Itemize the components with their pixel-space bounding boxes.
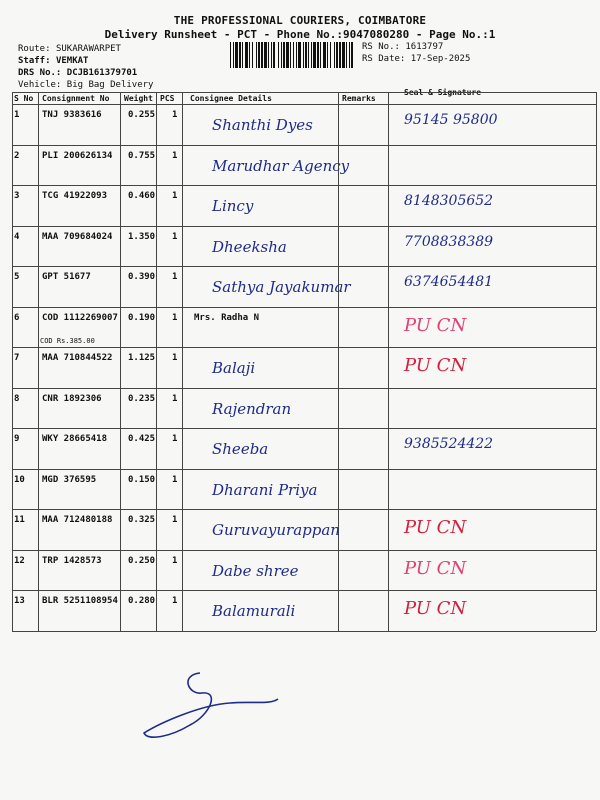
consignment-cell: MAA 710844522 <box>42 353 113 363</box>
weight-cell: 0.755 <box>128 150 156 161</box>
table-row <box>12 226 596 267</box>
table-row <box>12 266 596 307</box>
cod-amount-note: COD Rs.385.00 <box>40 337 95 345</box>
weight-cell: 0.280 <box>128 596 156 606</box>
document-title: THE PROFESSIONAL COURIERS, COIMBATORE <box>173 14 427 27</box>
sno-cell: 7 <box>14 353 20 363</box>
seal-signature: 9385524422 <box>404 436 494 452</box>
rs-date-value: 17-Sep-2025 <box>410 54 471 64</box>
sno-cell: 13 <box>14 596 25 606</box>
col-header-pcs: PCS <box>160 94 175 103</box>
pcs-cell: 1 <box>172 272 178 282</box>
seal-signature: 95145 95800 <box>404 112 498 128</box>
consignment-cell: BLR 5251108954 <box>42 596 118 606</box>
table-row <box>12 307 596 348</box>
col-header-weight: Weight <box>124 94 153 103</box>
sno-cell: 9 <box>14 434 20 444</box>
pcs-cell: 1 <box>172 474 178 485</box>
seal-signature: 7708838389 <box>404 233 494 250</box>
table-row <box>12 590 596 631</box>
weight-cell: 0.255 <box>128 110 156 120</box>
weight-cell: 1.350 <box>128 231 156 242</box>
sno-cell: 4 <box>14 231 20 242</box>
consignee-name: Dabe shree <box>212 561 299 580</box>
table-row <box>12 428 596 469</box>
consignee-name: Dharani Priya <box>212 480 318 499</box>
pcs-cell: 1 <box>172 353 178 363</box>
sno-cell: 11 <box>14 515 25 525</box>
consignment-cell: TRP 1428573 <box>42 555 102 566</box>
pcs-cell: 1 <box>172 393 178 404</box>
table-row <box>12 104 596 145</box>
seal-signature: PU CN <box>404 557 467 579</box>
seal-signature: PU CN <box>404 314 467 336</box>
rs-no-value: 1613797 <box>405 42 444 52</box>
col-header-consignee: Consignee Details <box>190 94 272 103</box>
table-row <box>12 469 596 510</box>
vehicle-label: Vehicle: <box>18 80 62 90</box>
pcs-cell: 1 <box>172 434 178 444</box>
drs-label: DRS No.: <box>18 68 62 78</box>
vehicle-value: Big Bag Delivery <box>66 80 154 90</box>
staff-value: VEMKAT <box>55 56 89 66</box>
rs-no-line <box>362 42 443 52</box>
table-row <box>12 347 596 388</box>
table-row <box>12 145 596 186</box>
consignee-name: Balamurali <box>212 602 296 620</box>
sno-cell: 3 <box>14 191 20 201</box>
table-row <box>12 388 596 429</box>
consignment-cell: WKY 28665418 <box>42 434 108 444</box>
consignee-name: Rajendran <box>212 399 292 418</box>
drs-value: DCJB161379701 <box>66 68 138 78</box>
sno-cell: 2 <box>14 150 20 161</box>
handwritten-signature <box>140 665 280 745</box>
delivery-table <box>12 92 596 622</box>
col-header-sno: S No <box>14 94 34 103</box>
pcs-cell: 1 <box>172 150 178 161</box>
weight-cell: 0.190 <box>128 312 156 323</box>
vehicle-line <box>18 80 153 90</box>
sno-cell: 6 <box>14 312 20 323</box>
seal-signature: PU CN <box>404 355 467 376</box>
seal-signature: PU CN <box>404 517 467 538</box>
weight-cell: 0.460 <box>128 191 156 201</box>
consignee-name: Balaji <box>212 359 256 377</box>
sno-cell: 10 <box>14 474 25 485</box>
pcs-cell: 1 <box>172 110 178 120</box>
staff-line <box>18 56 88 66</box>
table-row <box>12 185 596 226</box>
consignment-cell: PLI 200626134 <box>42 150 113 161</box>
drs-line <box>18 68 137 78</box>
consignee-name: Mrs. Radha N <box>194 312 260 323</box>
weight-cell: 0.250 <box>128 555 156 566</box>
sno-cell: 5 <box>14 272 20 282</box>
document-subtitle: Delivery Runsheet - PCT - Phone No.:9047080280 - Page No.:1 <box>104 28 496 41</box>
weight-cell: 0.390 <box>128 272 156 282</box>
table-row <box>12 509 596 550</box>
consignment-cell: CNR 1892306 <box>42 393 102 404</box>
pcs-cell: 1 <box>172 596 178 606</box>
consignment-cell: MGD 376595 <box>42 474 97 485</box>
weight-cell: 0.425 <box>128 434 156 444</box>
consignment-cell: MAA 709684024 <box>42 231 113 242</box>
route-line <box>18 44 121 54</box>
consignment-cell: TCG 41922093 <box>42 191 108 201</box>
route-label: Route: <box>18 44 51 54</box>
barcode-image <box>230 42 356 68</box>
consignee-name: Lincy <box>212 197 254 215</box>
pcs-cell: 1 <box>172 191 178 201</box>
sno-cell: 1 <box>14 110 20 120</box>
consignment-cell: GPT 51677 <box>42 272 91 282</box>
col-header-consignment: Consignment No <box>42 94 110 103</box>
rs-date-label: RS Date: <box>362 54 406 64</box>
weight-cell: 0.150 <box>128 474 156 485</box>
table-row <box>12 550 596 591</box>
consignment-cell: MAA 712480188 <box>42 515 113 525</box>
pcs-cell: 1 <box>172 515 178 525</box>
weight-cell: 0.325 <box>128 515 156 525</box>
seal-signature: 6374654481 <box>404 274 494 290</box>
sno-cell: 8 <box>14 393 20 404</box>
pcs-cell: 1 <box>172 312 178 323</box>
staff-label: Staff: <box>18 56 51 66</box>
pcs-cell: 1 <box>172 231 178 242</box>
consignment-cell: TNJ 9383616 <box>42 110 102 120</box>
rs-no-label: RS No.: <box>362 42 400 52</box>
consignee-name: Guruvayurappan <box>212 521 340 539</box>
rs-date-line <box>362 54 470 64</box>
route-value: SUKARAWARPET <box>55 44 121 54</box>
seal-signature: 8148305652 <box>404 193 494 209</box>
consignee-name: Dheeksha <box>212 237 287 256</box>
consignee-name: Marudhar Agency <box>212 156 350 175</box>
col-header-remarks: Remarks <box>342 94 376 103</box>
consignee-name: Shanthi Dyes <box>212 116 313 134</box>
consignee-name: Sheeba <box>212 440 269 458</box>
consignment-cell: COD 1112269007 <box>42 312 118 323</box>
weight-cell: 1.125 <box>128 353 156 363</box>
pcs-cell: 1 <box>172 555 178 566</box>
sno-cell: 12 <box>14 555 25 566</box>
weight-cell: 0.235 <box>128 393 156 404</box>
consignee-name: Sathya Jayakumar <box>212 278 351 296</box>
seal-signature: PU CN <box>404 598 467 619</box>
